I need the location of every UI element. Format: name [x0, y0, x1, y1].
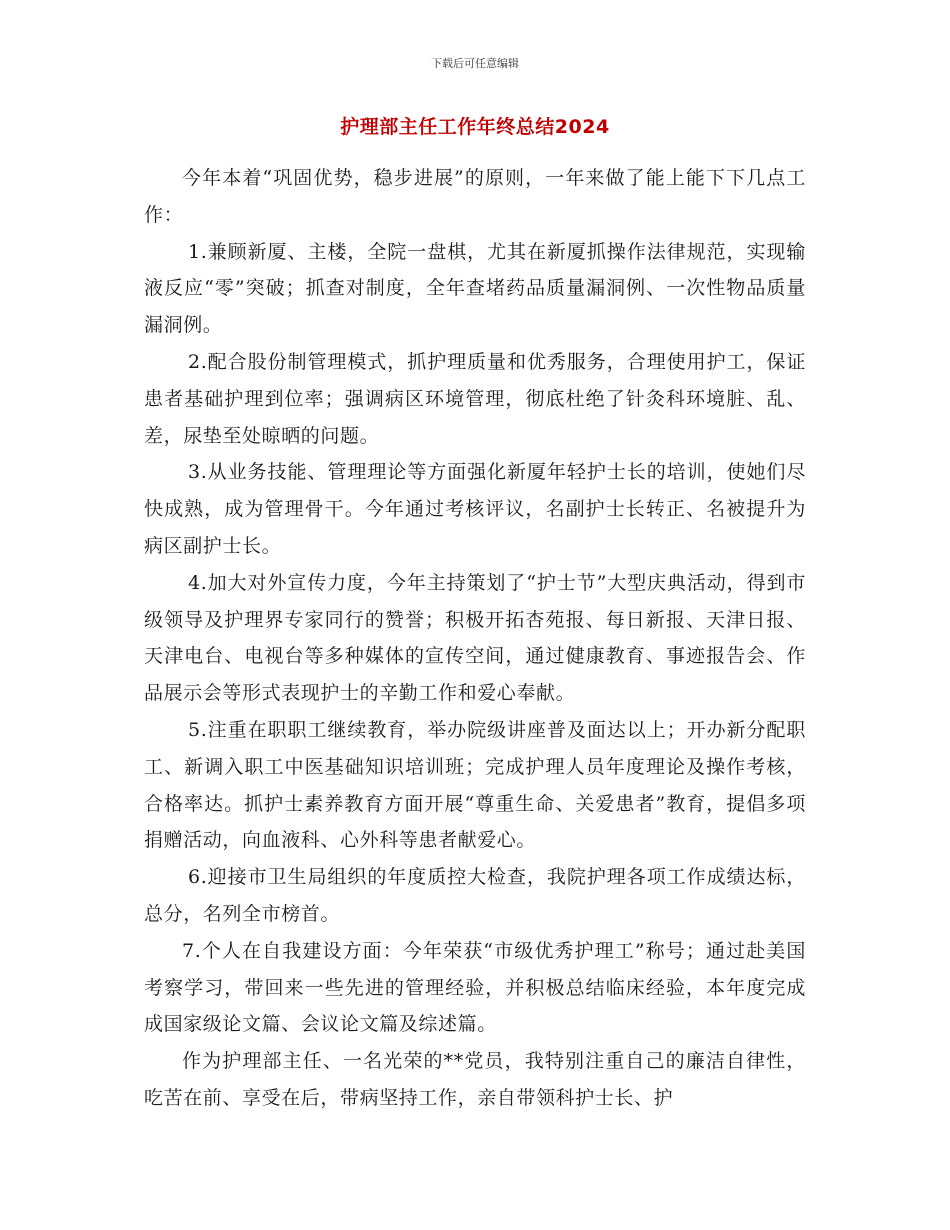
paragraph-item-3: 3.从业务技能、管理理论等方面强化新厦年轻护士长的培训，使她们尽快成熟，成为管理骨干。今年通过考核评议，名副护士长转正、名被提升为病区副护士长。	[144, 461, 806, 557]
paragraph-intro: 今年本着“巩固优势，稳步进展”的原则，一年来做了能上能下下几点工作：	[144, 167, 806, 226]
paragraph-item-5: 5.注重在职职工继续教育，举办院级讲座普及面达以上；开办新分配职工、新调入职工中医基础知识培训班；完成护理人员年度理论及操作考核，合格率达。抓护士素养教育方面开展“尊重生命、关爱患者”教育，提倡多项捐赠活动，向血液科、心外科等患者献爱心。	[144, 718, 806, 852]
document-title: 护理部主任工作年终总结2024	[340, 116, 610, 138]
header-note: 下载后可任意编辑	[431, 57, 519, 70]
paragraph-item-7: 7.个人在自我建设方面：今年荣获“市级优秀护理工”称号；通过赴美国考察学习，带回来一些先进的管理经验，并积极总结临床经验，本年度完成成国家级论文篇、会议论文篇及综述篇。	[144, 939, 806, 1036]
paragraph-item-4: 4.加大对外宣传力度，今年主持策划了“护士节”大型庆典活动，得到市级领导及护理界专家同行的赞誉；积极开拓杏苑报、每日新报、天津日报、天津电台、电视台等多种媒体的宣传空间，通过健康教育、事迹报告会、作品展示会等形式表现护士的辛勤工作和爱心奉献。	[144, 571, 806, 705]
paragraph-closing: 作为护理部主任、一名光荣的**党员，我特别注重自己的廉洁自律性，吃苦在前、享受在后，带病坚持工作，亲自带领科护士长、护	[144, 1050, 806, 1109]
paragraph-item-6: 6.迎接市卫生局组织的年度质控大检查，我院护理各项工作成绩达标，总分，名列全市榜首。	[144, 866, 806, 925]
paragraph-item-1: 1.兼顾新厦、主楼，全院一盘棋，尤其在新厦抓操作法律规范，实现输液反应“零”突破；抓查对制度，全年查堵药品质量漏洞例、一次性物品质量漏洞例。	[144, 240, 806, 337]
document-body	[144, 160, 806, 1117]
paragraph-item-2: 2.配合股份制管理模式，抓护理质量和优秀服务，合理使用护工，保证患者基础护理到位率；强调病区环境管理，彻底杜绝了针灸科环境脏、乱、差，尿垫至处晾晒的问题。	[144, 350, 806, 447]
